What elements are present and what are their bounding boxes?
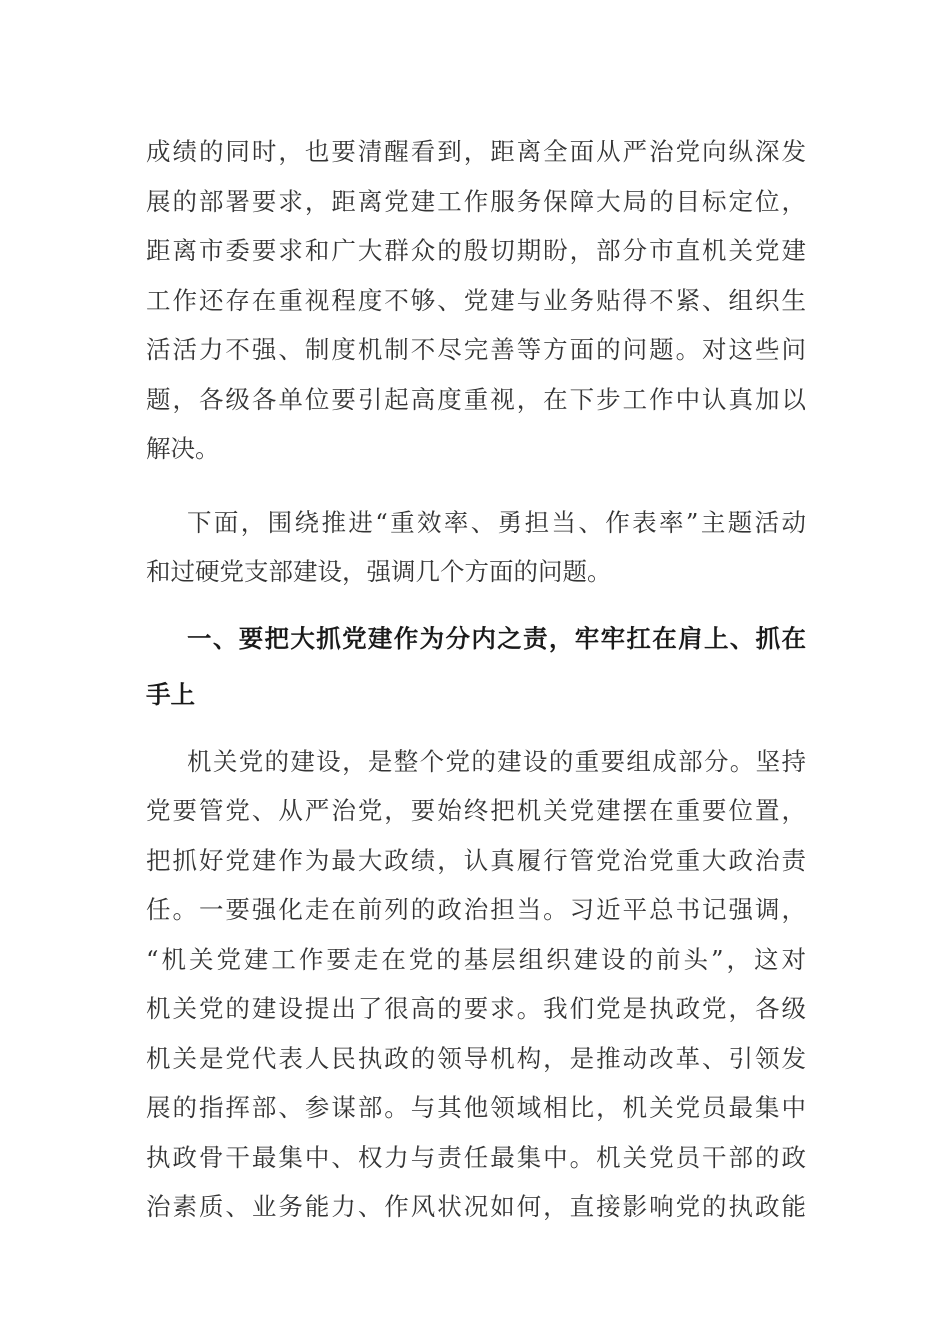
text-line: 工作还存在重视程度不够、党建与业务贴得不紧、组织生 — [146, 285, 806, 315]
paragraph-section-body — [146, 737, 806, 1232]
text-line: 距离市委要求和广大群众的殷切期盼，部分市直机关党建 — [146, 236, 806, 265]
text-line: 党要管党、从严治党，要始终把机关党建摆在重要位置， — [146, 796, 806, 825]
text-line: 机关党的建设提出了很高的要求。我们党是执政党，各级 — [146, 994, 806, 1023]
heading-line: 一、要把大抓党建作为分内之责，牢牢扛在肩上、抓在 — [187, 623, 806, 653]
text-line: 执政骨干最集中、权力与责任最集中。机关党员干部的政 — [146, 1142, 806, 1172]
text-line: 机关党的建设，是整个党的建设的重要组成部分。坚持 — [187, 746, 806, 776]
text-line: 和过硬党支部建设，强调几个方面的问题。 — [146, 557, 612, 586]
heading-line: 手上 — [146, 679, 195, 709]
text-line: 题，各级各单位要引起高度重视，在下步工作中认真加以 — [146, 384, 806, 414]
text-line: 展的部署要求，距离党建工作服务保障大局的目标定位， — [146, 186, 806, 216]
text-line: 成绩的同时，也要清醒看到，距离全面从严治党向纵深发 — [146, 137, 806, 166]
paragraph-continued — [146, 127, 806, 474]
document-body — [146, 127, 806, 1232]
text-line: 任。一要强化走在前列的政治担当。习近平总书记强调， — [146, 895, 806, 924]
text-line: “机关党建工作要走在党的基层组织建设的前头”，这对 — [146, 944, 806, 974]
text-line: 解决。 — [146, 434, 220, 463]
text-line: 活活力不强、制度机制不尽完善等方面的问题。对这些问 — [146, 335, 806, 364]
paragraph-intro — [146, 498, 806, 597]
text-line: 机关是党代表人民执政的领导机构，是推动改革、引领发 — [146, 1043, 806, 1073]
text-line: 治素质、业务能力、作风状况如何，直接影响党的执政能 — [146, 1192, 806, 1221]
text-line: 把抓好党建作为最大政绩，认真履行管党治党重大政治责 — [146, 845, 806, 875]
section-heading — [146, 611, 806, 723]
text-line: 下面，围绕推进“重效率、勇担当、作表率”主题活动 — [187, 507, 806, 537]
text-line: 展的指挥部、参谋部。与其他领域相比，机关党员最集中 — [146, 1093, 806, 1122]
